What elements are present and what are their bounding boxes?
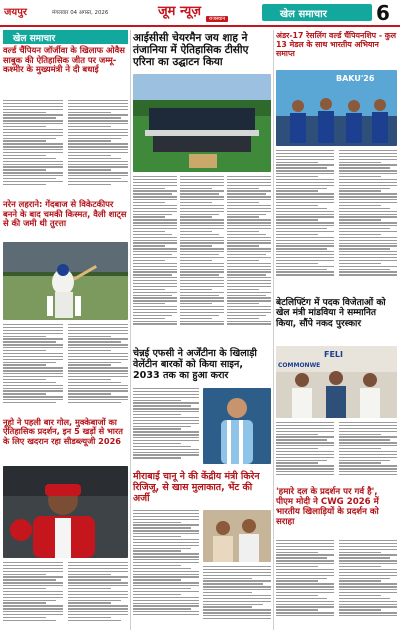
center-lead-body-3 [227,176,271,344]
meeting-photo [203,510,271,562]
center-story3-body-2 [203,566,271,628]
center-story3-headline: मीराबाई चानू ने की केंद्रीय मंत्री किरेन रिजिजू, से खास मुलाकात, भेंट की अर्जी [133,471,260,504]
city-name: जयपुर [4,7,27,18]
center-story3-body-1 [133,510,199,628]
right-story1-headline: अंडर-17 रेसलिंग वर्ल्ड चैंपियनशिप - कुल 13 मेडल के साथ भारतीय अभियान समाप्त [276,31,397,58]
left-story3-body-2 [68,562,128,628]
logo-subtitle: राजस्थान [206,16,228,22]
stadium-photo [133,74,271,172]
issue-date: मंगलवार 04 अगस्त, 2026 [52,10,109,16]
left-story1-body [3,100,63,196]
right-quote-body-1 [276,540,334,628]
right-story1-body-2 [339,150,397,292]
right-quote-headline: 'हमारे दल के प्रदर्शन पर गर्व है', पीएम मोदी ने CWG 2026 में भारतीय खिलाड़ियों के प्रदर्शन को सराहा [276,487,379,527]
backdrop-text-feli: FELI [324,350,344,359]
baku-banner-text: BAKU'26 [336,74,375,83]
center-lead-body-1 [133,176,177,344]
honour-photo [276,346,397,418]
page-number: 6 [376,1,390,25]
column-divider-right [273,30,274,630]
left-story1-body-2 [68,100,128,196]
left-story1-headline: वर्ल्ड चैंपियन जॉर्जीवा के खिलाफ ओवैस साबुक की ऐतिहासिक जीत पर जम्मू-कश्मीर के मुख्यमंत्री ने दी बधाई [3,45,125,75]
backdrop-text-commonwealth: COMMONWE [278,362,321,369]
right-story2-headline: बेटलिफ्टिंग में पदक विजेताओं को खेल मंत्री मांडविया ने सम्मानित किया, सौंपे नकद पुरस्कार [276,298,386,329]
center-story2-headline: चेन्नई एफसी ने अर्जेंटीना के खिलाड़ी वेलेंटीन बारकों को किया साइन, 2033 तक का हुआ करार [133,348,257,382]
left-column [3,30,128,630]
left-story3-headline: नूहो ने पहली बार गोल, मुक्केबाजों का ऐतिहासिक प्रदर्शन, इन 5 खर्ड़ो से भारत के लिए खदरान रहा सीडब्ल्यूजी 2026 [3,417,123,446]
center-column [133,30,271,630]
boxer-photo [3,466,128,558]
column-divider-left [130,30,131,630]
center-lead-body-2 [180,176,224,344]
masthead-rule [0,25,400,27]
logo-title: जूम न्यूज़ [158,4,201,19]
center-lead-headline: आईसीसी चेयरमैन जय शाह ने तंजानिया में ऐतिहासिक टीसीए एरिना का उद्घाटन किया [133,32,249,69]
left-story2-body [3,324,63,414]
right-story2-body-1 [276,422,334,484]
left-section-label [3,30,128,44]
masthead [0,0,400,26]
right-story1-body-1 [276,150,334,292]
left-story3-body [3,562,63,628]
newspaper-logo [158,0,246,26]
center-story2-body-1 [133,388,199,468]
cricket-photo [3,242,128,320]
footballer-photo [203,388,271,464]
right-story2-body-2 [339,422,397,484]
section-title: खेल समाचार [280,9,327,20]
left-story2-headline: नरेन लहराने: गेंदबाज से विकेटकीपर बनने के बाद चमकी किस्मत, वैली शाट्स से की जमी थी तुरत्ता [3,199,127,229]
right-quote-body-2 [339,540,397,628]
left-section-label-text: खेल समाचार [13,34,56,44]
left-story2-body-2 [68,324,128,414]
wrestlers-photo [276,70,397,146]
section-banner [262,4,372,21]
